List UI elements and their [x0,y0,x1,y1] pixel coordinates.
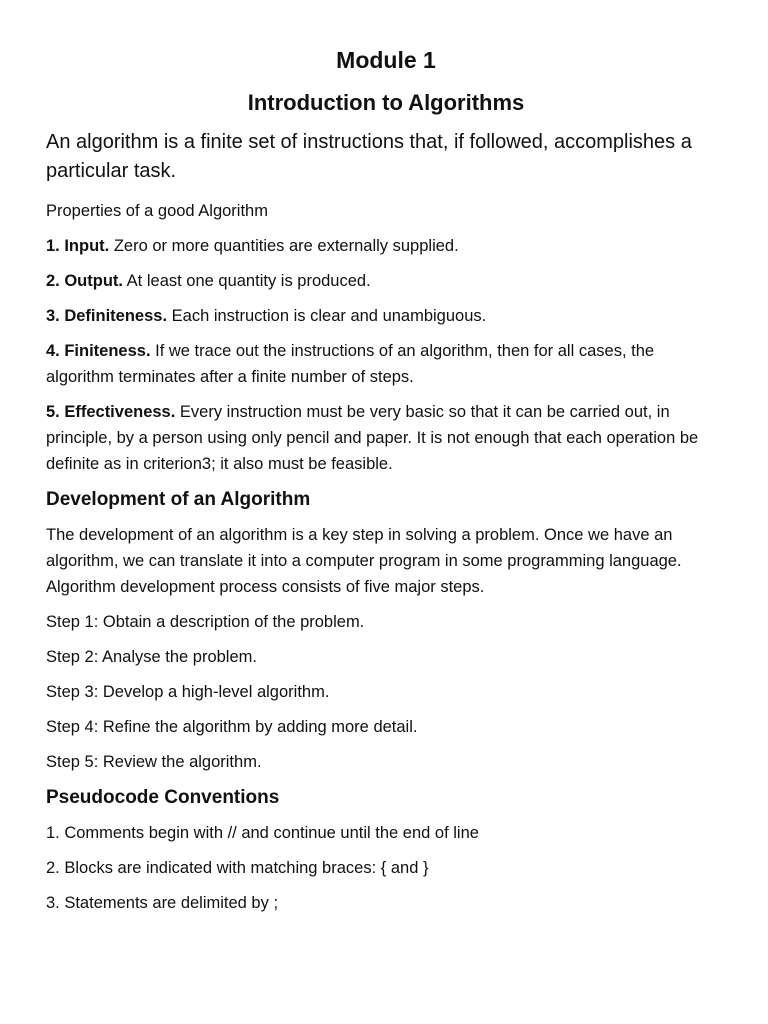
list-item: 3. Statements are delimited by ; [46,894,279,912]
list-item: 2. Blocks are indicated with matching braces: { and } [46,859,429,877]
property-term: 4. Finiteness. [46,342,151,360]
property-term: 1. Input. [46,237,110,255]
development-steps-list [46,609,726,775]
properties-list [46,233,726,477]
list-item: Step 5: Review the algorithm. [46,753,262,771]
property-text: Zero or more quantities are externally supplied. [109,237,459,255]
pseudocode-heading: Pseudocode Conventions [46,787,280,808]
property-item [46,399,726,477]
property-term: 2. Output. [46,272,123,290]
property-text: Every instruction must be very basic so that it can be carried out, in principle, by a person using only pencil and paper. It is not enough that each operation be definite as in criterion3; it also must be feasible. [46,403,699,473]
property-item [46,233,726,259]
list-item: Step 3: Develop a high-level algorithm. [46,683,330,701]
module-heading: Module 1 [336,47,436,73]
property-term: 5. Effectiveness. [46,403,176,421]
algorithm-definition: An algorithm is a finite set of instructions that, if followed, accomplishes a particular task. [46,131,692,182]
list-item: Step 1: Obtain a description of the problem. [46,613,365,631]
property-item [46,268,726,294]
pseudocode-conventions-list [46,820,726,916]
development-paragraph: The development of an algorithm is a key step in solving a problem. Once we have an algorithm, we can translate it into a computer program in some programming language. Algorithm development process consists of five major steps. [46,526,682,596]
development-heading: Development of an Algorithm [46,489,311,510]
property-text: If we trace out the instructions of an algorithm, then for all cases, the algorithm terminates after a finite number of steps. [46,342,655,386]
property-term: 3. Definiteness. [46,307,168,325]
list-item: Step 4: Refine the algorithm by adding more detail. [46,718,418,736]
list-item: 1. Comments begin with // and continue until the end of line [46,824,479,842]
property-text: Each instruction is clear and unambiguous. [167,307,487,325]
property-item [46,303,726,329]
property-text: At least one quantity is produced. [123,272,371,290]
list-item: Step 2: Analyse the problem. [46,648,257,666]
page-title: Introduction to Algorithms [247,90,525,115]
properties-intro: Properties of a good Algorithm [46,202,268,220]
property-item [46,338,726,390]
